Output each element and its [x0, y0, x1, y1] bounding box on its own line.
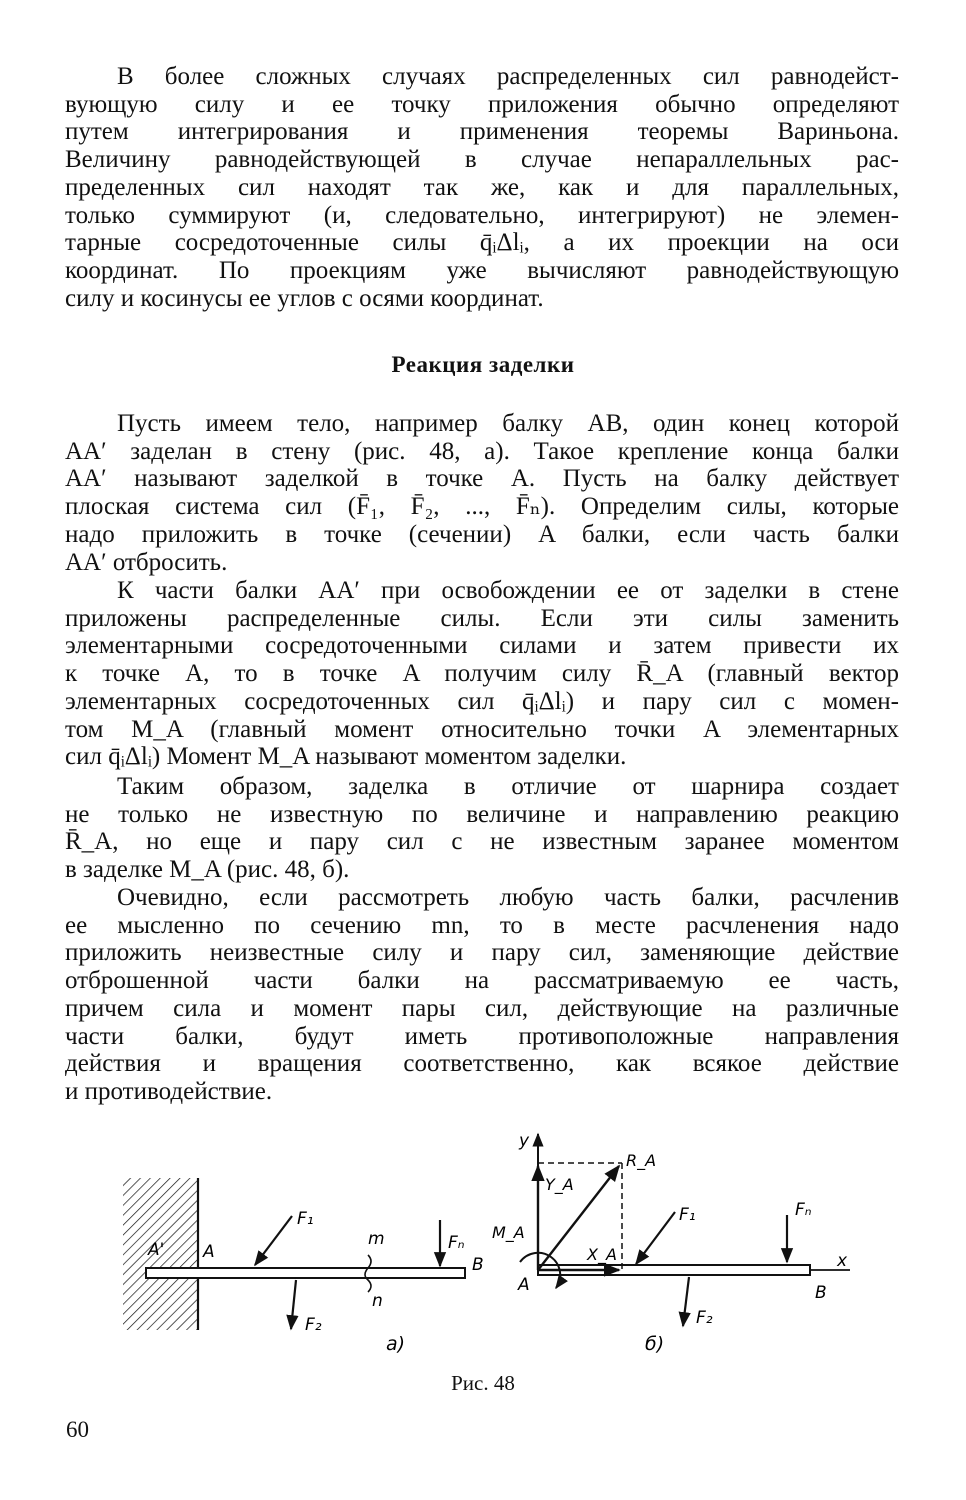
paragraph-5-text: [65, 884, 899, 1106]
figure-a: [123, 1178, 484, 1355]
text-line: Таким образом, заделка в отличие от шарнира создает: [117, 773, 899, 800]
text-line: AA′ отбросить.: [65, 548, 228, 576]
force-f2-arrow: [291, 1280, 296, 1329]
section-heading: Реакция заделки: [391, 352, 575, 377]
text-line: Величину равнодействующей в случае непараллельных рас-: [65, 146, 899, 174]
text-line: Очевидно, если рассмотреть любую часть балки, расчленив: [117, 884, 899, 911]
label-ma: M_A: [492, 1223, 525, 1242]
force-f2-arrow-b: [683, 1277, 689, 1326]
figure-b: [492, 1131, 850, 1355]
force-f1-arrow-b: [636, 1212, 675, 1264]
text-line: AA′ называют заделкой в точке A. Пусть на балку действует: [65, 465, 899, 493]
force-f1-arrow: [255, 1216, 292, 1265]
text-line: части балки, будут иметь противоположные направления: [65, 1022, 899, 1050]
label-f1-b: F₁: [679, 1205, 696, 1225]
page-number: 60: [66, 1417, 89, 1442]
text-line: плоская система сил (F̄₁, F̄₂, ..., F̄ₙ). Определим силы, которые: [65, 493, 899, 521]
paragraph-2: [65, 410, 899, 576]
text-line: сил q̄ᵢΔlᵢ) Момент M_A называют моментом заделки.: [65, 743, 627, 771]
text-line: вующую силу и ее точку приложения обычно определяют: [65, 90, 899, 118]
text-line: пределенных сил находят так же, как и для параллельных,: [65, 173, 899, 201]
text-line: в заделке M_A (рис. 48, б).: [65, 856, 350, 884]
text-line: путем интегрирования и применения теоремы Вариньона.: [65, 118, 899, 146]
text-line: ее мысленно по сечению mn, то в месте расчленения надо: [65, 911, 899, 939]
text-line: не только не известную по величине и направлению реакцию: [65, 800, 899, 828]
text-line: причем сила и момент пары сил, действующие на различные: [65, 994, 899, 1022]
text-line: В более сложных случаях распределенных сил равнодейст-: [117, 63, 899, 90]
label-xa: X_A: [587, 1245, 617, 1264]
label-a: A: [203, 1242, 215, 1262]
paragraph-4: [65, 773, 899, 884]
text-line: приложить неизвестные силу и пару сил, заменяющие действие: [65, 939, 899, 967]
paragraph-3: [65, 577, 899, 771]
text-line: приложены распределенные силы. Если эти силы заменить: [65, 604, 899, 632]
text-line: К части балки AA′ при освобождении ее от заделки в стене: [117, 577, 899, 604]
label-b: B: [472, 1255, 484, 1275]
label-m: m: [368, 1229, 385, 1249]
label-f2-b: F₂: [696, 1308, 713, 1328]
text-line: Пусть имеем тело, например балку AB, один конец которой: [117, 410, 899, 437]
text-line: силу и косинусы ее углов с осями координат.: [65, 284, 544, 312]
beam-ab: [146, 1268, 465, 1278]
text-line: R̄_A, но еще и пару сил с не известным заранее моментом: [65, 828, 899, 856]
paragraph-1: [65, 63, 899, 312]
text-line: и противодействие.: [65, 1077, 273, 1105]
text-line: элементарными сосредоточенными силами и затем привести их: [65, 632, 899, 660]
label-fn-b: Fₙ: [795, 1200, 812, 1220]
text-line: надо приложить в точке (сечении) A балки, если часть балки: [65, 520, 899, 548]
text-line: тарные сосредоточенные силы q̄ᵢΔlᵢ, а их проекции на оси: [65, 229, 899, 257]
text-line: AA′ заделан в стену (рис. 48, a). Такое крепление конца балки: [65, 437, 899, 465]
figure-caption: Рис. 48: [451, 1371, 515, 1395]
label-ya: Y_A: [545, 1175, 574, 1194]
label-x: x: [837, 1251, 848, 1271]
text-line: к точке A, то в точке A получим силу R̄_A (главный вектор: [65, 660, 899, 688]
label-n: n: [372, 1291, 383, 1311]
sublabel-a: a): [386, 1333, 406, 1355]
figure-48: [0, 1120, 966, 1360]
paragraph-5: [65, 884, 899, 1106]
paragraph-3-text: [65, 577, 899, 771]
label-y: y: [519, 1131, 530, 1151]
sublabel-b: б): [645, 1333, 665, 1355]
text-line: отброшенной части балки на рассматриваемую ее часть,: [65, 967, 899, 995]
text-line: только суммируют (и, следовательно, интегрируют) не элемен-: [65, 201, 899, 229]
label-f1: F₁: [297, 1209, 314, 1229]
label-b-b: B: [815, 1283, 827, 1303]
paragraph-4-text: [65, 773, 899, 884]
label-a-b: A: [518, 1275, 530, 1295]
label-a-prime: A': [148, 1240, 165, 1260]
text-line: действия и вращения соответственно, как всякое действие: [65, 1050, 899, 1078]
text-line: элементарных сосредоточенных сил q̄ᵢΔlᵢ) и пару сил с момен-: [65, 687, 899, 715]
paragraph-2-text: [65, 410, 899, 576]
text-line: том M_A (главный момент относительно точки A элементарных: [65, 715, 899, 743]
text-line: координат. По проекциям уже вычисляют равнодействующую: [65, 256, 899, 284]
label-fn: Fₙ: [448, 1233, 465, 1253]
label-ra: R_A: [626, 1151, 657, 1170]
paragraph-1-text: [65, 63, 899, 312]
label-f2: F₂: [305, 1315, 322, 1335]
